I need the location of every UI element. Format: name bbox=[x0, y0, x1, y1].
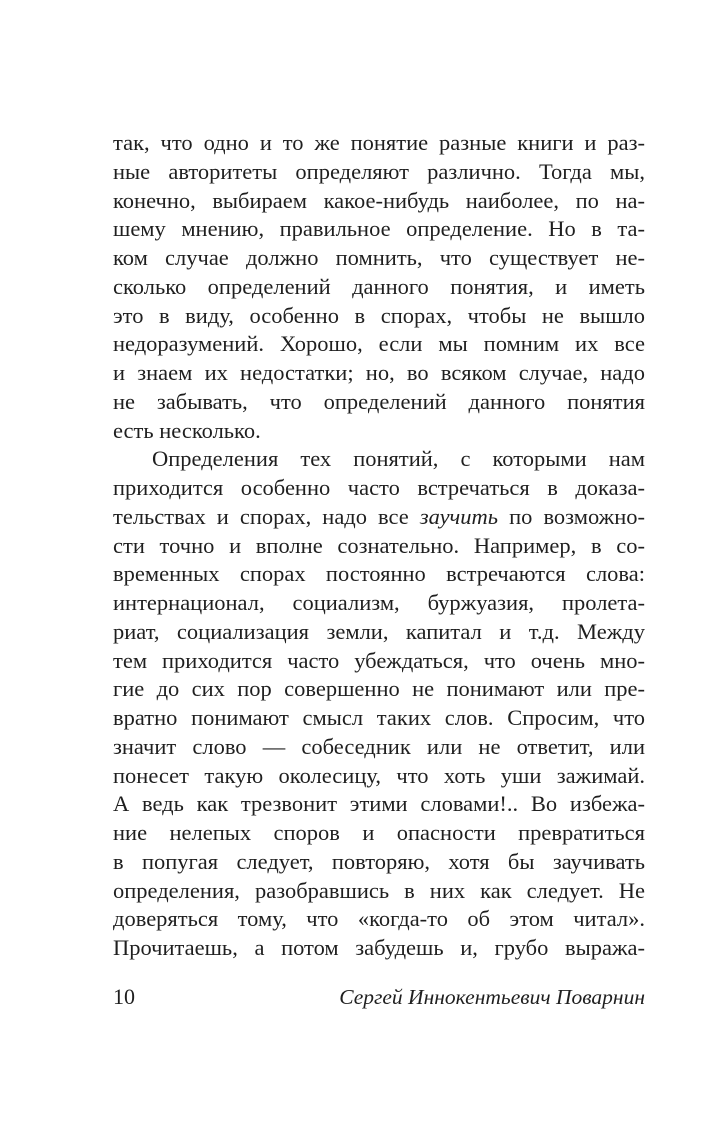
text-run: временных спорах постоянно встречаются слова: bbox=[113, 561, 645, 587]
text-run: тельствах и спорах, надо все bbox=[113, 503, 420, 529]
text-run: шему мнению, правильное определение. Но в та- bbox=[113, 216, 645, 242]
text-run: ком случае должно помнить, что существует не- bbox=[113, 245, 645, 270]
text-line bbox=[113, 417, 645, 446]
text-run: А ведь как трезвонит этими словами!.. Во избежа- bbox=[113, 791, 645, 817]
text-line bbox=[113, 330, 645, 359]
text-line bbox=[113, 589, 645, 618]
text-run: и знаем их недостатки; но, во всяком случае, надо bbox=[113, 360, 645, 385]
text-line bbox=[113, 848, 645, 877]
page-footer bbox=[113, 984, 645, 1010]
text-line bbox=[113, 158, 645, 187]
text-line bbox=[113, 187, 645, 216]
text-run: тем приходится часто убеждаться, что очень мно- bbox=[113, 647, 645, 673]
text-line bbox=[113, 474, 645, 503]
text-run: доверяться тому, что «когда-то об этом читал». bbox=[113, 906, 645, 932]
text-run: по возможно- bbox=[498, 503, 645, 529]
text-run: это в виду, особенно в спорах, чтобы не вышло bbox=[113, 302, 645, 328]
text-run: значит слово — собеседник или не ответит, или bbox=[113, 733, 645, 759]
footer-author: Сергей Иннокентьевич Поварнин bbox=[339, 985, 645, 1009]
text-run: интернационал, социализм, буржуазия, пролета- bbox=[113, 590, 645, 615]
text-line bbox=[113, 445, 645, 474]
text-line bbox=[113, 762, 645, 791]
text-line bbox=[113, 273, 645, 302]
text-line bbox=[113, 819, 645, 848]
text-line bbox=[113, 675, 645, 704]
text-run: вратно понимают смысл таких слов. Спросим, что bbox=[113, 705, 645, 730]
text-run: сколько определений данного понятия, и иметь bbox=[113, 273, 645, 299]
text-line bbox=[113, 790, 645, 819]
text-run: определения, разобравшись в них как следует. Не bbox=[113, 877, 645, 903]
text-run: Определения тех понятий, с которыми нам bbox=[152, 446, 645, 472]
text-run: гие до сих пор совершенно не понимают или пре- bbox=[113, 676, 645, 702]
text-run: ные авторитеты определяют различно. Тогда мы, bbox=[113, 158, 645, 184]
text-run: есть несколько. bbox=[113, 417, 261, 443]
text-run: сти точно и вполне сознательно. Например, в со- bbox=[113, 532, 645, 558]
body-text bbox=[113, 129, 645, 963]
text-line bbox=[113, 359, 645, 388]
text-run: ние нелепых споров и опасности превратиться bbox=[113, 820, 645, 845]
text-run: в попугая следует, повторяю, хотя бы заучивать bbox=[113, 848, 645, 874]
text-line bbox=[113, 733, 645, 762]
text-line bbox=[113, 618, 645, 647]
text-line bbox=[113, 934, 645, 963]
text-run: приходится особенно часто встречаться в доказа- bbox=[113, 475, 645, 500]
text-line bbox=[113, 877, 645, 906]
text-line bbox=[113, 532, 645, 561]
text-run: риат, социализация земли, капитал и т.д. Между bbox=[113, 618, 645, 644]
text-line bbox=[113, 503, 645, 532]
text-run: не забывать, что определений данного понятия bbox=[113, 388, 645, 414]
text-run: недоразумений. Хорошо, если мы помним их все bbox=[113, 331, 645, 357]
text-line bbox=[113, 215, 645, 244]
emphasis-word: заучить bbox=[419, 503, 499, 529]
text-line bbox=[113, 647, 645, 676]
text-line bbox=[113, 244, 645, 273]
page-number: 10 bbox=[113, 984, 135, 1009]
text-line bbox=[113, 905, 645, 934]
text-run: понесет такую околесицу, что хоть уши зажимай. bbox=[113, 762, 645, 788]
text-line bbox=[113, 388, 645, 417]
text-run: Прочитаешь, а потом забудешь и, грубо выража- bbox=[113, 935, 645, 960]
text-line bbox=[113, 302, 645, 331]
text-line bbox=[113, 560, 645, 589]
text-line bbox=[113, 129, 645, 158]
text-line bbox=[113, 704, 645, 733]
text-run: конечно, выбираем какое-нибудь наиболее, по на- bbox=[113, 187, 645, 213]
text-run: так, что одно и то же понятие разные книги и раз- bbox=[113, 130, 645, 155]
